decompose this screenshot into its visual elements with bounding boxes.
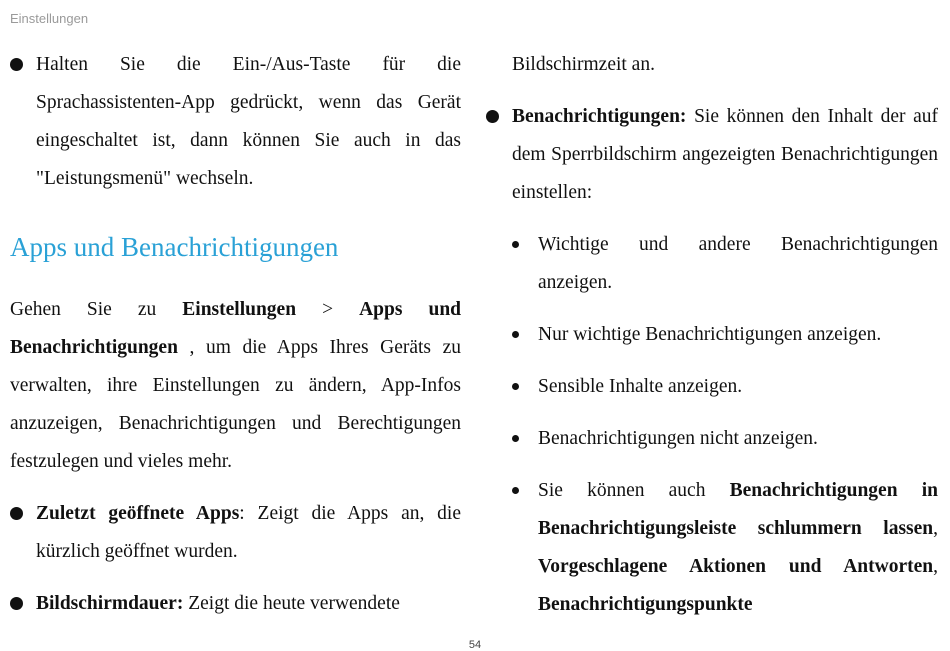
list-item-power-button: [10, 46, 461, 198]
bullet-icon: [10, 58, 23, 71]
continuation-text: Bildschirmzeit an.: [512, 54, 655, 75]
screen-time-label: Bildschirmdauer:: [36, 593, 184, 614]
sub-bullet-icon: [512, 487, 519, 494]
list-item-screen-time: Bildschirmdauer: Zeigt die heute verwendete: [10, 585, 461, 623]
sub-bullet-icon: [512, 435, 519, 442]
sub-item: Sensible Inhalte anzeigen.: [486, 368, 938, 406]
list-item-notifications: Benachrichtigungen: Sie können den Inhalt der auf dem Sperrbildschirm angezeigten Benachrichtigungen einstellen:: [486, 98, 938, 212]
sub-bullet-icon: [512, 383, 519, 390]
recent-apps-label: Zuletzt geöffnete Apps: [36, 503, 240, 524]
bullet-icon: [10, 597, 23, 610]
sub-item: Nur wichtige Benachrichtigungen anzeigen.: [486, 316, 938, 354]
sub-bullet-icon: [512, 241, 519, 248]
notifications-label: Benachrichtigungen:: [512, 106, 687, 127]
list-item-recent-apps: Zuletzt geöffnete Apps: Zeigt die Apps an, die kürzlich geöffnet wurden.: [10, 495, 461, 571]
section-heading: Apps und Benachrichtigungen: [10, 232, 339, 262]
page-header-title: Einstellungen: [10, 11, 89, 26]
sub-item-more-options: Sie können auch Benachrichtigungen in Benachrichtigungsleiste schlummern lassen, Vorgeschlagene Aktionen und Antworten, Benachrichtigungspunkte: [486, 472, 938, 624]
page-number: 54: [468, 639, 482, 651]
sub-item: Wichtige und andere Benachrichtigungen anzeigen.: [486, 226, 938, 302]
sub-bullet-icon: [512, 331, 519, 338]
right-column: [486, 46, 938, 624]
intro-paragraph: Gehen Sie zu Einstellungen > Apps und Benachrichtigungen , um die Apps Ihres Geräts zu verwalten, ihre Einstellungen zu ändern, App-Infos anzuzeigen, Benachrichtigungen und Berechtigungen festzulegen und vieles mehr.: [10, 299, 462, 472]
bullet-text: Halten Sie die Ein-/Aus-Taste für die Sprachassistenten-App gedrückt, wenn das Gerät eingeschaltet ist, dann können Sie auch in das "Leistungsmenü" wechseln.: [36, 54, 461, 189]
sub-item: Benachrichtigungen nicht anzeigen.: [486, 420, 938, 458]
bullet-icon: [486, 110, 499, 123]
bullet-icon: [10, 507, 23, 520]
left-column: [10, 46, 461, 623]
